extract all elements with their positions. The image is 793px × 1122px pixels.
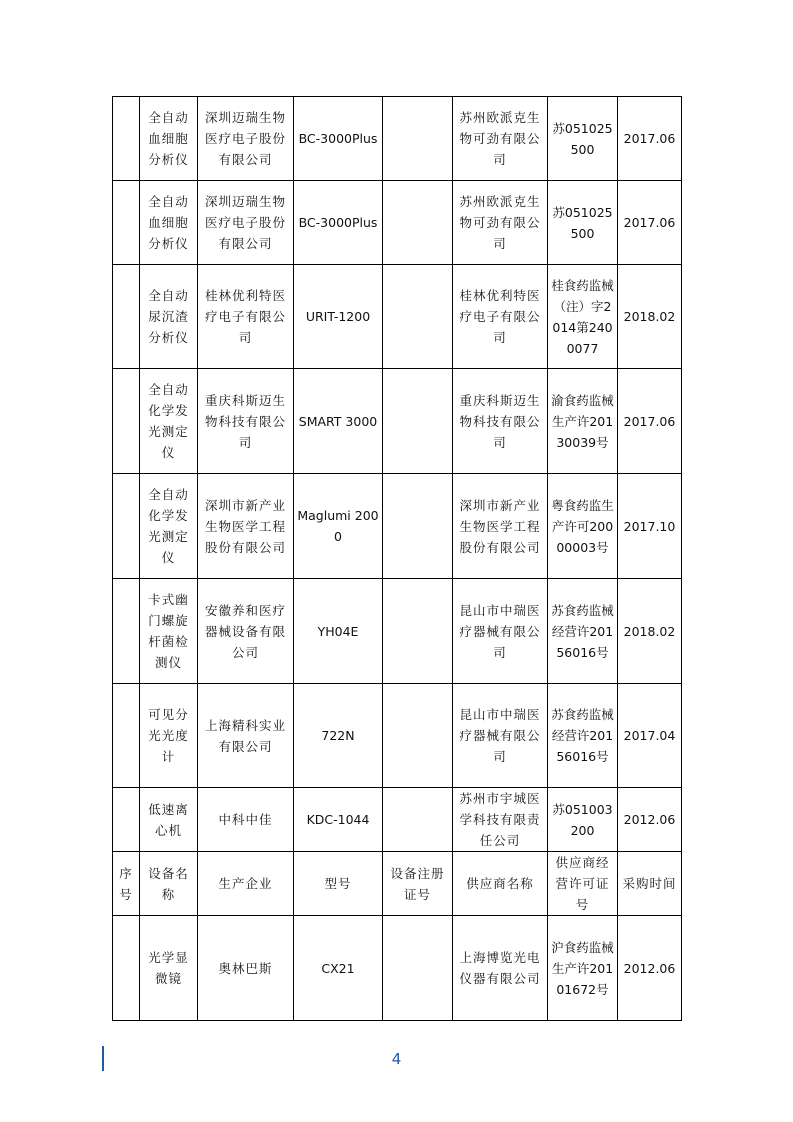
cell-manufacturer: 安徽养和医疗器械设备有限公司 [198,579,294,684]
cell-registration-no [383,684,453,788]
cell-supplier-license: 苏051003200 [548,788,618,852]
cell-purchase-date: 2017.06 [618,97,682,181]
cell-manufacturer: 深圳迈瑞生物医疗电子股份有限公司 [198,181,294,265]
table-row [113,916,682,1021]
cell-equipment-name: 全自动血细胞分析仪 [140,181,198,265]
cell-supplier-license: 沪食药监械生产许20101672号 [548,916,618,1021]
cell-supplier-license: 苏051025500 [548,97,618,181]
cell-manufacturer: 深圳市新产业生物医学工程股份有限公司 [198,474,294,579]
header-supplier-license: 供应商经营许可证号 [548,852,618,916]
cell-supplier-license: 苏食药监械经营许20156016号 [548,579,618,684]
header-no: 序号 [113,852,140,916]
cell-registration-no [383,788,453,852]
cell-registration-no [383,579,453,684]
cell-equipment-name: 全自动化学发光测定仪 [140,474,198,579]
cell-no [113,97,140,181]
cell-manufacturer: 重庆科斯迈生物科技有限公司 [198,369,294,474]
header-model: 型号 [294,852,383,916]
cell-no [113,474,140,579]
table-row [113,181,682,265]
table-row [113,788,682,852]
cell-no [113,684,140,788]
cell-supplier: 深圳市新产业生物医学工程股份有限公司 [453,474,548,579]
cell-registration-no [383,97,453,181]
equipment-table [112,96,682,1021]
cell-model: BC-3000Plus [294,97,383,181]
cell-supplier: 重庆科斯迈生物科技有限公司 [453,369,548,474]
cell-supplier: 苏州欧派克生物可劲有限公司 [453,181,548,265]
cell-purchase-date: 2017.04 [618,684,682,788]
cell-purchase-date: 2012.06 [618,916,682,1021]
cell-registration-no [383,181,453,265]
cell-supplier-license: 桂食药监械（注）字2014第2400077 [548,265,618,369]
cell-supplier: 上海博览光电仪器有限公司 [453,916,548,1021]
cell-supplier-license: 苏051025500 [548,181,618,265]
cell-equipment-name: 全自动尿沉渣分析仪 [140,265,198,369]
cell-no [113,181,140,265]
table-row [113,579,682,684]
cell-model: SMART 3000 [294,369,383,474]
page-number: 4 [391,1050,402,1068]
cell-supplier: 苏州市宇城医学科技有限责任公司 [453,788,548,852]
cell-equipment-name: 卡式幽门螺旋杆菌检测仪 [140,579,198,684]
cell-registration-no [383,265,453,369]
cell-purchase-date: 2018.02 [618,579,682,684]
cell-purchase-date: 2017.10 [618,474,682,579]
cell-equipment-name: 全自动血细胞分析仪 [140,97,198,181]
cell-supplier-license: 苏食药监械经营许20156016号 [548,684,618,788]
table-row [113,474,682,579]
cell-purchase-date: 2018.02 [618,265,682,369]
cell-supplier: 桂林优利特医疗电子有限公司 [453,265,548,369]
cell-equipment-name: 可见分光光度计 [140,684,198,788]
cell-supplier: 昆山市中瑞医疗器械有限公司 [453,684,548,788]
cell-manufacturer: 深圳迈瑞生物医疗电子股份有限公司 [198,97,294,181]
cell-model: CX21 [294,916,383,1021]
cell-registration-no [383,474,453,579]
cell-supplier: 昆山市中瑞医疗器械有限公司 [453,579,548,684]
cell-model: YH04E [294,579,383,684]
header-supplier: 供应商名称 [453,852,548,916]
cell-manufacturer: 奥林巴斯 [198,916,294,1021]
cell-no [113,788,140,852]
cell-purchase-date: 2017.06 [618,181,682,265]
cell-purchase-date: 2012.06 [618,788,682,852]
cell-model: Maglumi 2000 [294,474,383,579]
cell-model: BC-3000Plus [294,181,383,265]
cell-manufacturer: 中科中佳 [198,788,294,852]
cell-no [113,265,140,369]
cell-registration-no [383,916,453,1021]
cell-equipment-name: 全自动化学发光测定仪 [140,369,198,474]
cell-supplier-license: 渝食药监械生产许20130039号 [548,369,618,474]
cell-no [113,916,140,1021]
cell-no [113,579,140,684]
table-row [113,684,682,788]
table-row [113,97,682,181]
cell-model: KDC-1044 [294,788,383,852]
cell-supplier: 苏州欧派克生物可劲有限公司 [453,97,548,181]
cell-model: URIT-1200 [294,265,383,369]
cell-manufacturer: 桂林优利特医疗电子有限公司 [198,265,294,369]
header-manufacturer: 生产企业 [198,852,294,916]
cell-purchase-date: 2017.06 [618,369,682,474]
cell-equipment-name: 光学显微镜 [140,916,198,1021]
cell-supplier-license: 粤食药监生产许可20000003号 [548,474,618,579]
cell-no [113,369,140,474]
header-purchase-date: 采购时间 [618,852,682,916]
table-header-row [113,852,682,916]
header-registration-no: 设备注册证号 [383,852,453,916]
header-equipment-name: 设备名称 [140,852,198,916]
cell-equipment-name: 低速离心机 [140,788,198,852]
cell-manufacturer: 上海精科实业有限公司 [198,684,294,788]
cell-model: 722N [294,684,383,788]
cell-registration-no [383,369,453,474]
table-row [113,265,682,369]
table-row [113,369,682,474]
